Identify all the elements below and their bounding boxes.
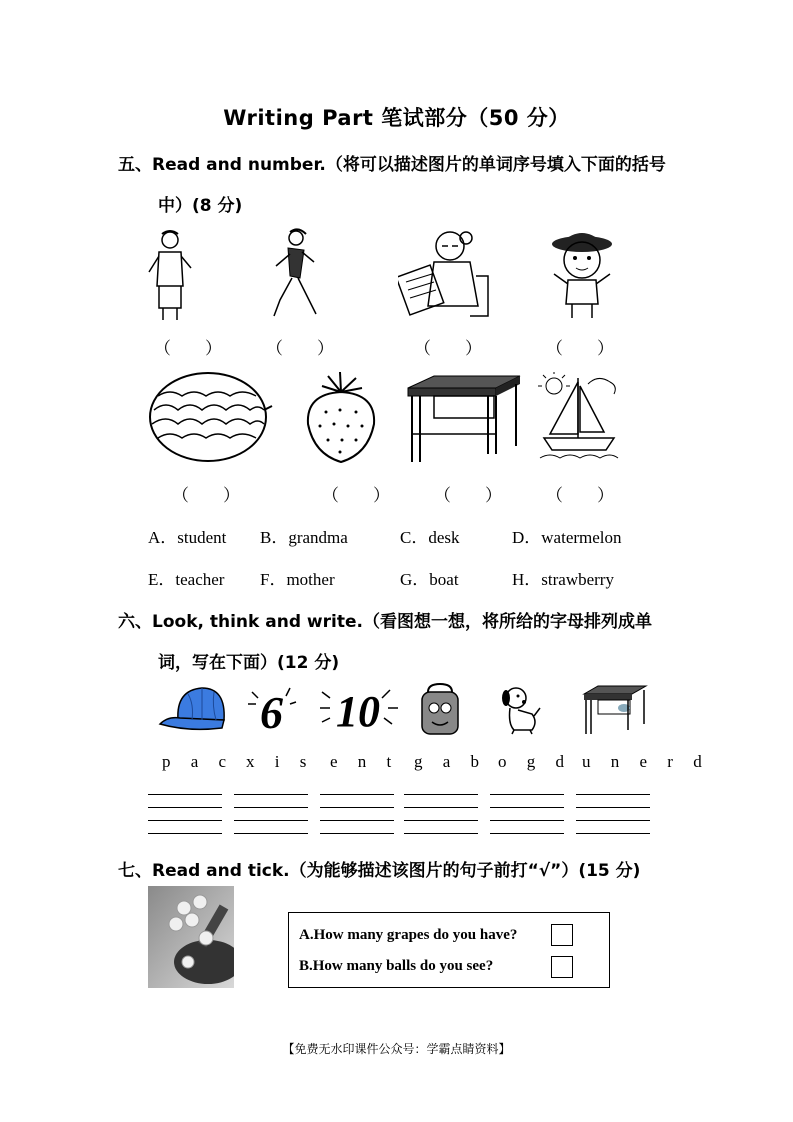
answer-paren-3[interactable]: （ ） [414, 339, 482, 358]
page-title: Writing Part 笔试部分（50 分） [223, 106, 570, 130]
child-with-hat-icon [548, 230, 616, 320]
option-a: A．student [148, 528, 227, 547]
option-f: F．mother [260, 570, 335, 589]
section5-heading: 五、Read and number.（将可以描述图片的单词序号填入下面的括号 [118, 155, 666, 175]
grandma-reading-icon [398, 226, 494, 322]
running-girl-icon [268, 228, 323, 322]
number-ten-icon [318, 682, 402, 736]
writing-lines-1[interactable] [148, 794, 222, 846]
answer-paren-7[interactable]: （ ） [434, 486, 502, 505]
answer-paren-8[interactable]: （ ） [546, 486, 614, 505]
writing-lines-5[interactable] [490, 794, 564, 846]
answer-paren-6[interactable]: （ ） [322, 486, 390, 505]
svg-text:6: 6 [260, 687, 283, 736]
answer-paren-5[interactable]: （ ） [172, 486, 240, 505]
scrambled-5: o g d [498, 752, 572, 771]
desk-icon [404, 374, 522, 464]
svg-text:10: 10 [336, 687, 380, 736]
number-six-icon [246, 684, 302, 736]
checkbox-b[interactable] [551, 956, 573, 978]
scrambled-1: p a c [162, 752, 235, 771]
option-b: B．grandma [260, 528, 348, 547]
answer-paren-2[interactable]: （ ） [266, 339, 334, 358]
scrambled-4: g a b [414, 752, 488, 771]
checkbox-a[interactable] [551, 924, 573, 946]
answer-paren-1[interactable]: （ ） [154, 339, 222, 358]
footer-note: 【免费无水印课件公众号：学霸点睛资料】 [282, 1042, 511, 1056]
section6-heading: 六、Look, think and write.（看图想一想，将所给的字母排列成单 [118, 612, 652, 632]
option-h: H．strawberry [512, 570, 614, 589]
writing-lines-4[interactable] [404, 794, 478, 846]
dog-icon [496, 684, 542, 736]
scrambled-3: e n t [330, 752, 400, 771]
answer-paren-4[interactable]: （ ） [546, 339, 614, 358]
ping-pong-photo-icon [148, 886, 234, 988]
desk-small-icon [582, 684, 648, 736]
section6-heading-cont: 词，写在下面）(12 分) [158, 653, 340, 673]
bag-icon [416, 682, 464, 738]
option-e: E．teacher [148, 570, 225, 589]
scrambled-6: u n e r d [582, 752, 710, 771]
tick-question-box [288, 912, 610, 988]
section5-heading-cont: 中）(8 分) [158, 196, 243, 216]
scrambled-2: x i s [246, 752, 315, 771]
sailboat-icon [538, 372, 620, 464]
writing-lines-2[interactable] [234, 794, 308, 846]
writing-lines-6[interactable] [576, 794, 650, 846]
teacher-figure-icon [145, 228, 195, 322]
question-b: B.How many balls do you see? [299, 958, 494, 974]
question-a: A.How many grapes do you have? [299, 927, 518, 943]
option-g: G．boat [400, 570, 459, 589]
section7-heading: 七、Read and tick.（为能够描述该图片的句子前打“√”）(15 分) [118, 861, 641, 881]
option-c: C．desk [400, 528, 460, 547]
writing-lines-3[interactable] [320, 794, 394, 846]
option-d: D．watermelon [512, 528, 622, 547]
watermelon-icon [146, 370, 274, 464]
blue-cap-icon [158, 684, 228, 736]
strawberry-icon [300, 370, 382, 464]
